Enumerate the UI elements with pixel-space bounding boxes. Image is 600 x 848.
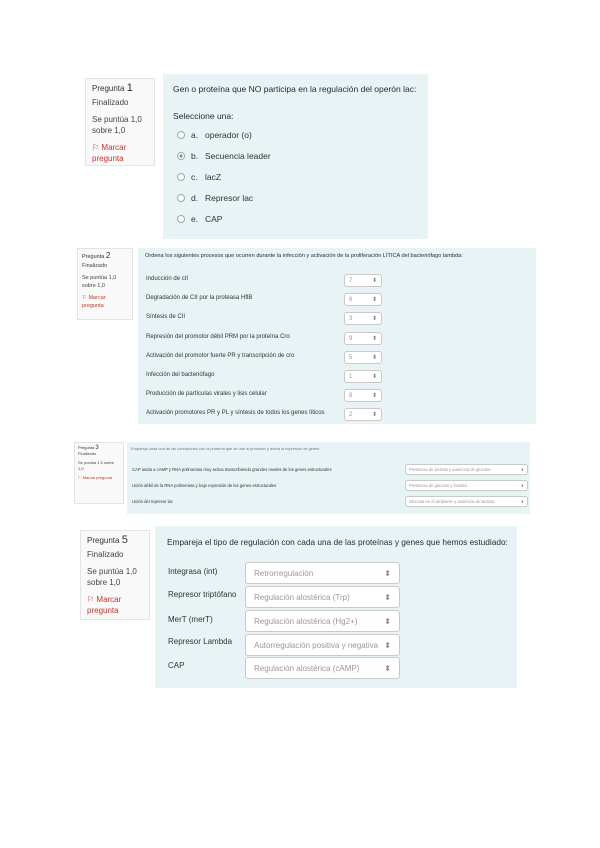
option-a[interactable] (177, 130, 252, 140)
chevron-down-icon: ⬍ (384, 568, 391, 578)
match-row-label: Unión del represor lac (132, 499, 173, 504)
match-row (168, 615, 213, 624)
chevron-down-icon: ⬍ (371, 297, 377, 303)
chevron-down-icon: ⬍ (371, 355, 377, 361)
question-content-3 (127, 442, 530, 514)
option-letter: c. (191, 172, 198, 182)
flag-question-link[interactable] (78, 475, 120, 481)
selected-value: 1 (349, 373, 353, 380)
option-letter: b. (191, 151, 199, 161)
question-label: Pregunta (92, 84, 125, 93)
question-number-value: 5 (121, 534, 128, 546)
chevron-down-icon: ⬍ (384, 663, 391, 673)
question-info-2 (77, 248, 133, 320)
chevron-down-icon: ⬍ (384, 592, 391, 602)
order-select[interactable] (344, 332, 382, 345)
match-row (168, 567, 217, 576)
match-row-label: CAP (168, 661, 185, 670)
selected-value: Regulación alostérica (Hg2+) (254, 616, 358, 626)
match-select[interactable] (245, 634, 400, 656)
option-label: Represor lac (205, 193, 254, 203)
question-state: Finalizado (87, 550, 124, 559)
option-label: Secuencia leader (205, 151, 271, 161)
selected-value: 5 (349, 354, 353, 361)
flag-icon: ⚐ (78, 475, 82, 480)
flag-question-label: Marcar pregunta (87, 595, 122, 615)
order-row (146, 410, 325, 416)
order-row-label: Represión del promotor débil PRM por la proteína Cro (146, 334, 290, 340)
flag-question-link[interactable] (82, 294, 128, 310)
match-select[interactable] (245, 657, 400, 679)
question-state: Finalizado (82, 263, 108, 269)
flag-question-link[interactable] (87, 594, 143, 616)
order-row (146, 295, 252, 301)
order-select[interactable] (344, 274, 382, 287)
selected-value: Presencia de glucosa y lactosa (409, 483, 467, 488)
question-content-5 (155, 526, 517, 688)
flag-question-link[interactable] (92, 142, 148, 164)
question-text: Empareja cada una de las condiciones con la proteína que se une al promotor y activa la expresión de genes (131, 446, 320, 451)
radio-icon[interactable] (177, 173, 185, 181)
match-row-label: Represor triptófano (168, 590, 237, 599)
order-row-label: Síntesis de CII (146, 314, 186, 320)
question-number-value: 1 (126, 82, 133, 94)
selected-value: Glucosa en el ambiente y ausencia de lactosa (409, 499, 495, 504)
option-letter: d. (191, 193, 199, 203)
order-row-label: Activación promotores PR y PL y síntesis de todos los genes líticos (146, 410, 325, 416)
order-select[interactable] (344, 312, 382, 325)
match-select[interactable] (245, 562, 400, 584)
order-row (146, 391, 267, 397)
radio-icon[interactable] (177, 152, 185, 160)
chevron-down-icon: ⬍ (384, 616, 391, 626)
order-select[interactable] (344, 351, 382, 364)
option-letter: a. (191, 130, 199, 140)
chevron-down-icon: ⬍ (371, 336, 377, 342)
question-number (82, 252, 128, 261)
chevron-down-icon: ⬍ (520, 499, 524, 504)
chevron-down-icon: ⬍ (371, 374, 377, 380)
question-number-value: 3 (95, 445, 99, 451)
question-info-3 (74, 442, 124, 504)
question-state: Finalizado (92, 98, 129, 107)
order-row (146, 353, 294, 359)
question-grade: Se puntúa 1,0 sobre 1,0 (92, 115, 142, 135)
chevron-down-icon: ⬍ (371, 393, 377, 399)
match-select[interactable] (405, 480, 528, 491)
flag-question-label: Marcar pregunta (82, 475, 113, 480)
radio-icon[interactable] (177, 194, 185, 202)
order-row-label: Inducción de cII (146, 276, 189, 282)
match-row (132, 467, 332, 472)
question-label: Pregunta (78, 445, 95, 450)
selected-value: Presencia de lactosa y ausencia de glucosa (409, 467, 491, 472)
radio-icon[interactable] (177, 215, 185, 223)
question-info-1 (85, 78, 155, 166)
match-row (168, 590, 236, 599)
question-label: Pregunta (82, 254, 105, 260)
flag-question-label: Marcar pregunta (92, 143, 127, 163)
match-select[interactable] (245, 610, 400, 632)
order-select[interactable] (344, 370, 382, 383)
chevron-down-icon: ⬍ (371, 316, 377, 322)
flag-question-label: Marcar pregunta (82, 295, 106, 309)
question-grade: Se puntúa 1,0 sobre 1,0 (87, 567, 137, 587)
option-e[interactable] (177, 214, 222, 224)
chevron-down-icon: ⬍ (371, 278, 377, 284)
selected-value: 6 (349, 296, 353, 303)
option-b[interactable] (177, 151, 271, 161)
selected-value: Autorregulación positiva y negativa (254, 640, 379, 650)
option-c[interactable] (177, 172, 221, 182)
selected-value: Regulación alostérica (Trp) (254, 592, 350, 602)
question-number-value: 2 (105, 251, 111, 260)
question-text: Empareja el tipo de regulación con cada una de las proteínas y genes que hemos estudiado: (167, 537, 508, 547)
order-row (146, 372, 214, 378)
match-row-label: Integrasa (int) (168, 567, 218, 576)
order-row-label: Degradación de CII por la proteasa HflB (146, 295, 253, 301)
match-row (168, 637, 232, 646)
chevron-down-icon: ⬍ (384, 640, 391, 650)
selected-value: Retrorregulación (254, 568, 314, 578)
selected-value: 7 (349, 277, 353, 284)
match-select[interactable] (405, 496, 528, 507)
order-select[interactable] (344, 293, 382, 306)
order-row (146, 334, 290, 340)
match-row-label: Unión débil de la RNA polimerasa y bajo expresión de los genes estructurales (132, 483, 277, 488)
selected-value: 8 (349, 392, 353, 399)
order-row-label: Activación del promotor fuerte PR y transcripción de cro (146, 353, 295, 359)
order-select[interactable] (344, 408, 382, 421)
order-row (146, 276, 188, 282)
match-select[interactable] (245, 586, 400, 608)
question-grade: Se puntúa 1,0 sobre 1,0 (78, 460, 115, 471)
order-row-label: Producción de partículas virales y lisis celular (146, 391, 267, 397)
question-text: Ordena los siguientes procesos que ocurren durante la infección y activación de la proliferación LÍTICA del bacteriófago lambda: (145, 253, 463, 259)
flag-icon: ⚐ (92, 143, 100, 152)
question-number (87, 535, 143, 546)
question-state: Finalizado (78, 451, 97, 456)
match-row-label: CAP unida a cAMP y RNA polimerasa muy activa transcribiendo grandes niveles de los genes estructurales (132, 467, 332, 472)
option-label: operador (o) (205, 130, 252, 140)
match-row (132, 483, 276, 488)
match-select[interactable] (405, 464, 528, 475)
flag-icon: ⚐ (82, 295, 87, 301)
question-number (92, 83, 148, 94)
match-row-label: Represor Lambda (168, 637, 233, 646)
option-letter: e. (191, 214, 199, 224)
chevron-down-icon: ⬍ (520, 483, 524, 488)
selected-value: 9 (349, 335, 353, 342)
question-text: Gen o proteína que NO participa en la regulación del operón lac: (173, 84, 417, 94)
radio-icon[interactable] (177, 131, 185, 139)
chevron-down-icon: ⬍ (520, 467, 524, 472)
match-row-label: MerT (merT) (168, 615, 213, 624)
question-info-5 (80, 530, 150, 620)
option-label: CAP (205, 214, 223, 224)
question-label: Pregunta (87, 536, 120, 545)
order-row-label: Infección del bacteriófago (146, 372, 215, 378)
option-d[interactable] (177, 193, 253, 203)
chevron-down-icon: ⬍ (371, 412, 377, 418)
selected-value: 2 (349, 411, 353, 418)
order-select[interactable] (344, 389, 382, 402)
question-grade: Se puntúa 1,0 sobre 1,0 (82, 275, 117, 289)
question-content-2 (138, 248, 536, 424)
answer-prompt: Seleccione una: (173, 111, 234, 121)
order-row (146, 314, 185, 320)
selected-value: Regulación alostérica (cAMP) (254, 663, 360, 673)
option-label: lacZ (205, 172, 222, 182)
flag-icon: ⚐ (87, 595, 95, 604)
match-row (168, 661, 184, 670)
question-content-1 (163, 74, 428, 239)
match-row (132, 499, 173, 504)
selected-value: 3 (349, 315, 353, 322)
